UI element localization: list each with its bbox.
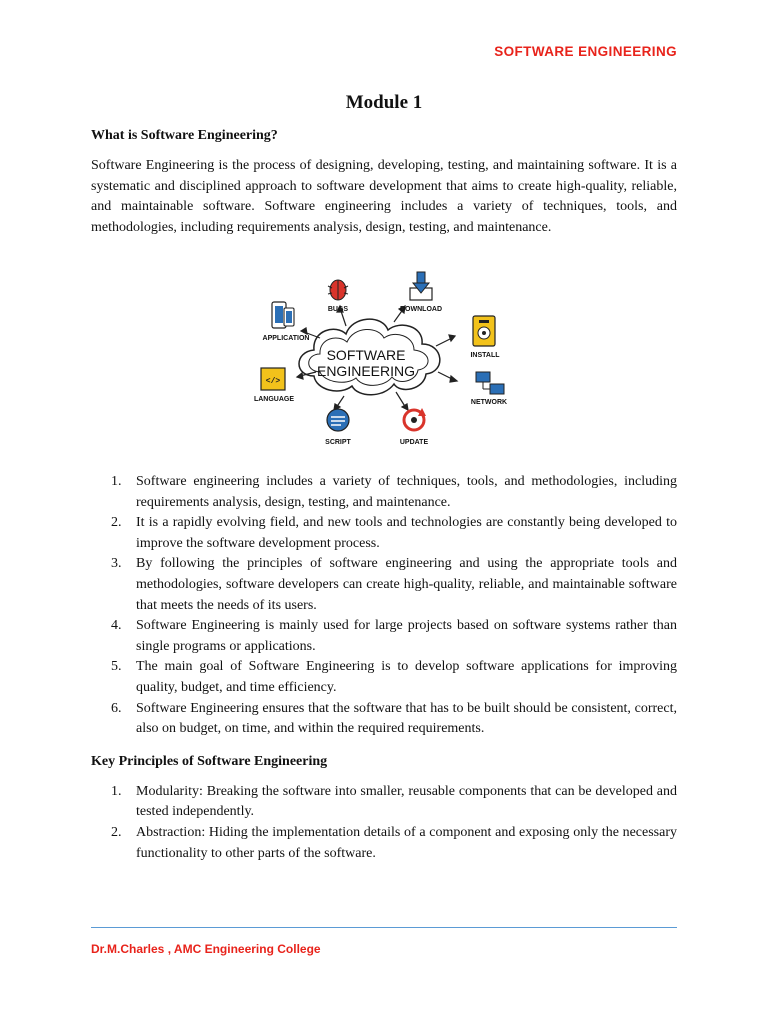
- label-update: UPDATE: [399, 439, 429, 446]
- list-item: 2. Abstraction: Hiding the implementation details of a component and exposing only the necessary functionality to other parts of the software.: [111, 824, 677, 861]
- cloud-text-line2: ENGINEERING: [316, 363, 416, 379]
- application-icon: [272, 302, 294, 328]
- cloud-text-line1: SOFTWARE: [326, 347, 406, 363]
- network-icon: [476, 372, 504, 394]
- section-heading-key-principles: Key Principles of Software Engineering: [91, 753, 328, 769]
- list-item: 2. It is a rapidly evolving field, and new tools and technologies are constantly being developed to improve the software development process.: [111, 515, 677, 551]
- principles-list: [91, 782, 677, 864]
- label-download: DOWNLOAD: [400, 306, 442, 313]
- running-footer: Dr.M.Charles , AMC Engineering College: [91, 942, 321, 956]
- list-item: 3. By following the principles of software engineering and using the appropriate tools and methodologies, software developers can create high-quality, reliable, and maintainable software that meets the needs of its users.: [111, 556, 677, 613]
- script-icon: [327, 409, 349, 431]
- footer-divider: [91, 927, 677, 928]
- list-item: 1. Software engineering includes a variety of techniques, tools, and methodologies, including requirements analysis, design, testing, and maintenance.: [111, 474, 677, 510]
- language-icon: [261, 368, 285, 390]
- install-icon: [473, 316, 495, 346]
- label-bugs: BUGS: [327, 306, 349, 313]
- overview-list: [91, 472, 677, 740]
- section-heading-what-is: What is Software Engineering?: [91, 128, 278, 143]
- label-application: APPLICATION: [262, 335, 310, 342]
- running-header: SOFTWARE ENGINEERING: [494, 44, 677, 59]
- label-script: SCRIPT: [325, 439, 351, 446]
- label-install: INSTALL: [470, 352, 500, 359]
- download-icon: [410, 272, 432, 300]
- software-engineering-diagram: [254, 268, 514, 458]
- bug-icon: [328, 280, 348, 300]
- list-item: 6. Software Engineering ensures that the software that has to be built should be consistent, correct, also on budget, on time, and within the required requirements.: [111, 700, 677, 737]
- diagram-svg: [254, 268, 514, 458]
- page-content: [91, 92, 677, 864]
- list-item: 1. Modularity: Breaking the software into smaller, reusable components that can be developed and tested independently.: [111, 783, 677, 820]
- list-item: 5. The main goal of Software Engineering is to develop software applications for improving quality, budget, and time efficiency.: [111, 659, 677, 695]
- intro-paragraph: Software Engineering is the process of designing, developing, testing, and maintaining software. It is a systematic and disciplined approach to software development that aims to create high-quality, reliable, and maintainable software. Software engineering includes a variety of techniques, tools, and methodologies, including requirements analysis, design, testing, and maintenance.: [91, 158, 677, 235]
- update-icon: [404, 408, 426, 430]
- label-network: NETWORK: [470, 399, 508, 406]
- svg-text:</>: </>: [265, 377, 281, 386]
- list-item: 4. Software Engineering is mainly used for large projects based on software systems rather than single programs or applications.: [111, 618, 677, 654]
- label-language: LANGUAGE: [254, 396, 295, 403]
- module-title: Module 1: [345, 92, 423, 113]
